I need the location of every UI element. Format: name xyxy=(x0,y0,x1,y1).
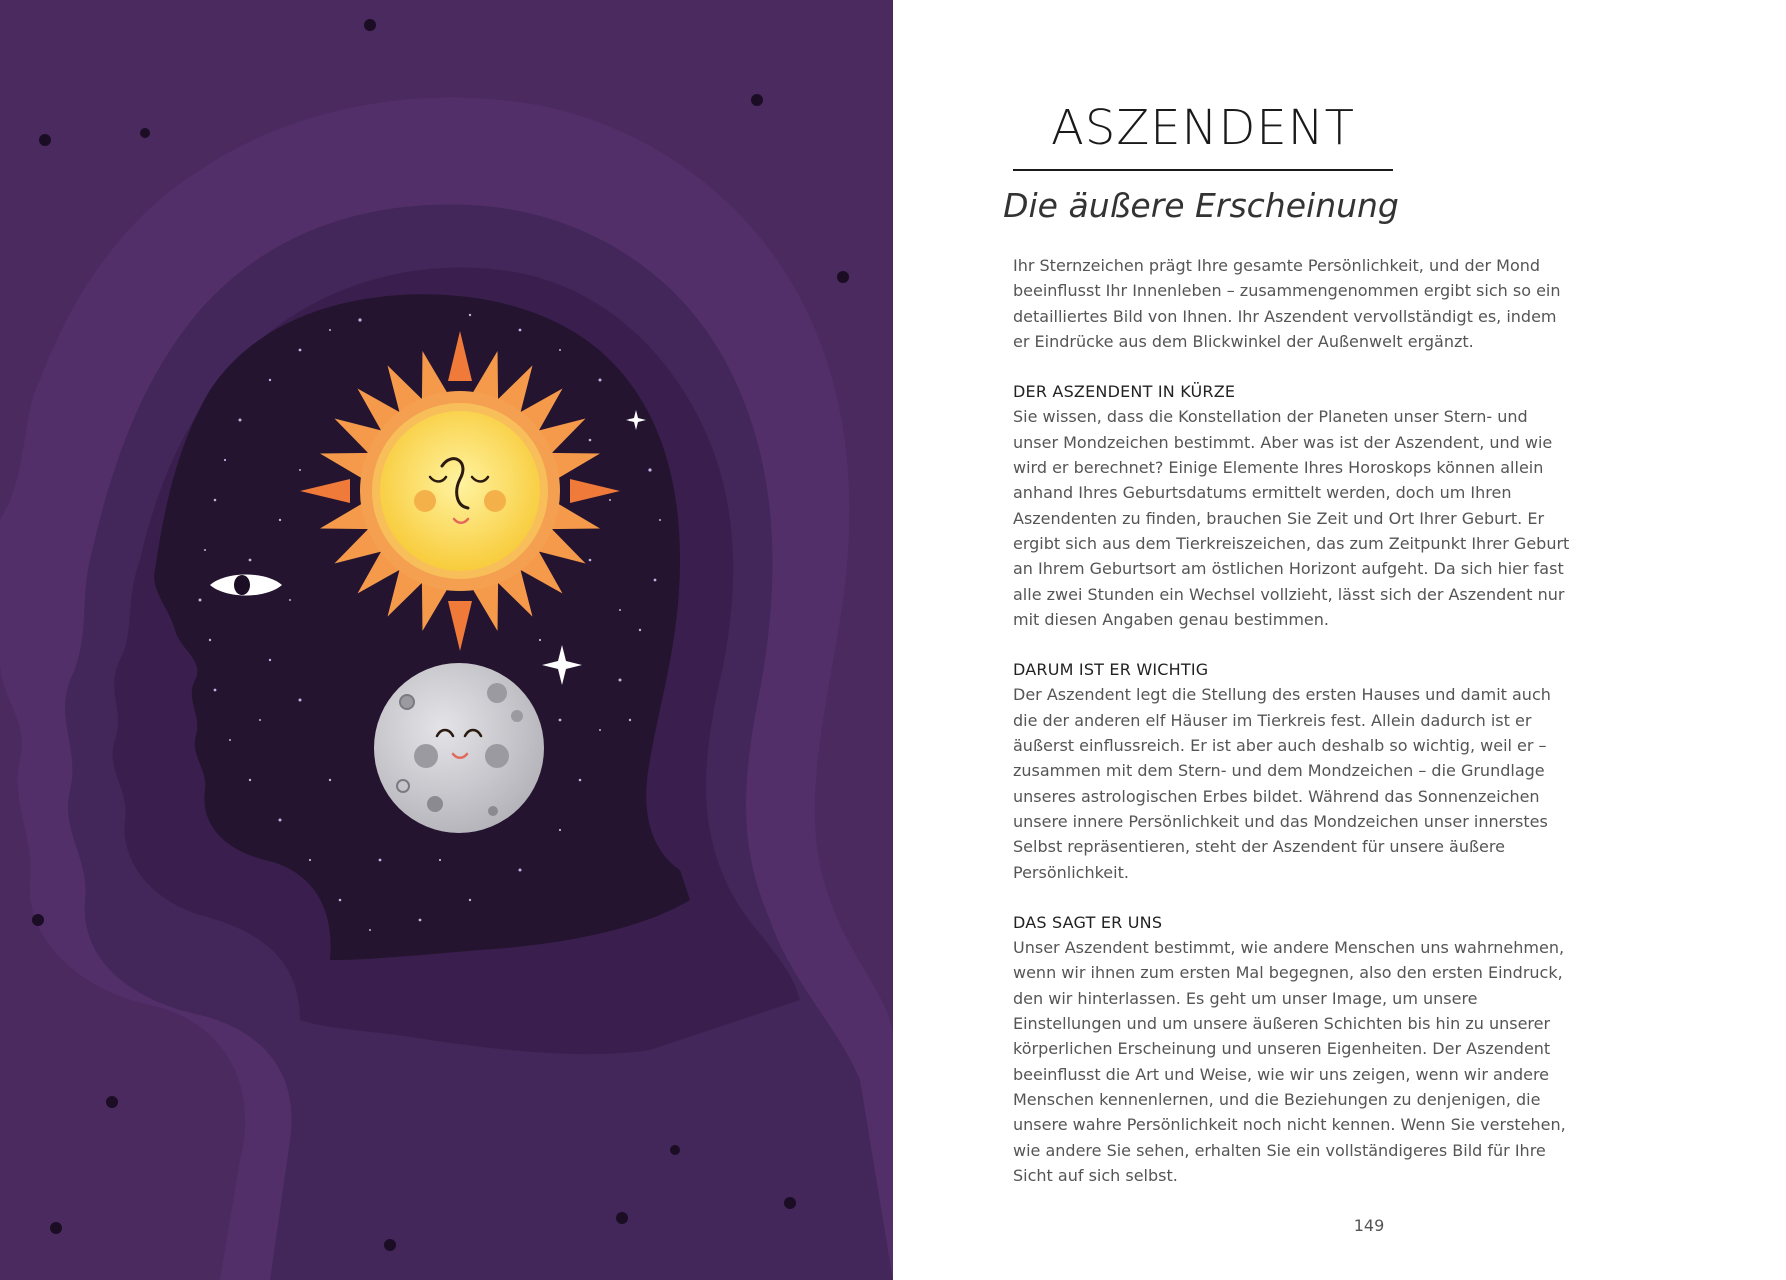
page-title: ASZENDENT xyxy=(1051,100,1355,156)
title-underline xyxy=(1013,169,1393,171)
section-sagt xyxy=(1013,910,1573,1188)
section-wichtig xyxy=(1013,657,1573,885)
section-heading: DARUM IST ER WICHTIG xyxy=(1013,660,1209,680)
page-number: 149 xyxy=(1353,1216,1385,1235)
section-paragraph: Unser Aszendent bestimmt, wie andere Menschen uns wahrnehmen, wenn wir ihnen zum ersten Mal begegnen, also den ersten Eindruck, den wir hinterlassen. Es geht um unser Image, um unsere Einstellungen und um unsere äußeren Schichten bis hin zu unserer körperlichen Erscheinung und unseren Eigenheiten. Der Aszendent beeinflusst die Art und Weise, wie wir uns zeigen, wenn wir andere Menschen kennenlernen, und die Beziehungen zu denjenigen, die unsere wahre Persönlichkeit noch nicht kennen. Wenn Sie verstehen, wie andere Sie sehen, erhalten Sie ein vollständigeres Bild für Ihre Sicht auf sich selbst. xyxy=(1013,938,1566,1185)
intro-paragraph: Ihr Sternzeichen prägt Ihre gesamte Persönlichkeit, und der Mond beeinflusst Ihr Innenleben – zusammengenommen ergibt sich so ein detailliertes Bild von Ihnen. Ihr Aszendent vervollständigt es, indem er Eindrücke aus dem Blickwinkel der Außenwelt ergänzt. xyxy=(1013,256,1561,351)
section-heading: DER ASZENDENT IN KÜRZE xyxy=(1013,382,1236,402)
section-paragraph: Der Aszendent legt die Stellung des ersten Hauses und damit auch die der anderen elf Häuser im Tierkreis fest. Allein dadurch ist er äußerst einflussreich. Er ist aber auch deshalb so wichtig, weil er – zusammen mit dem Stern- und dem Mondzeichen – die Grundlage unseres astrologischen Erbes bildet. Während das Sonnenzeichen unsere innere Persönlichkeit und das Mondzeichen unser innerstes Selbst repräsentieren, steht der Aszendent für unsere äußere Persönlichkeit. xyxy=(1013,685,1551,882)
page-subtitle: Die äußere Erscheinung xyxy=(1003,186,1399,225)
article-body xyxy=(1013,253,1573,1188)
section-kurz xyxy=(1013,379,1573,632)
section-paragraph: Sie wissen, dass die Konstellation der Planeten unser Stern- und unser Mondzeichen bestimmt. Aber was ist der Aszendent, und wie wird er berechnet? Einige Elemente Ihres Horoskops können allein anhand Ihres Geburtsdatums ermittelt werden, doch um Ihren Aszendenten zu finden, brauchen Sie Zeit und Ort Ihrer Geburt. Er ergibt sich aus dem Tierkreiszeichen, das zum Zeitpunkt Ihrer Geburt an Ihrem Geburtsort am östlichen Horizont aufgeht. Da sich hier fast alle zwei Stunden ein Wechsel vollzieht, lässt sich der Aszendent nur mit diesen Angaben genau bestimmen. xyxy=(1013,407,1570,629)
text-page xyxy=(893,0,1786,1280)
moon-icon xyxy=(374,663,544,833)
section-heading: DAS SAGT ER UNS xyxy=(1013,912,1163,932)
